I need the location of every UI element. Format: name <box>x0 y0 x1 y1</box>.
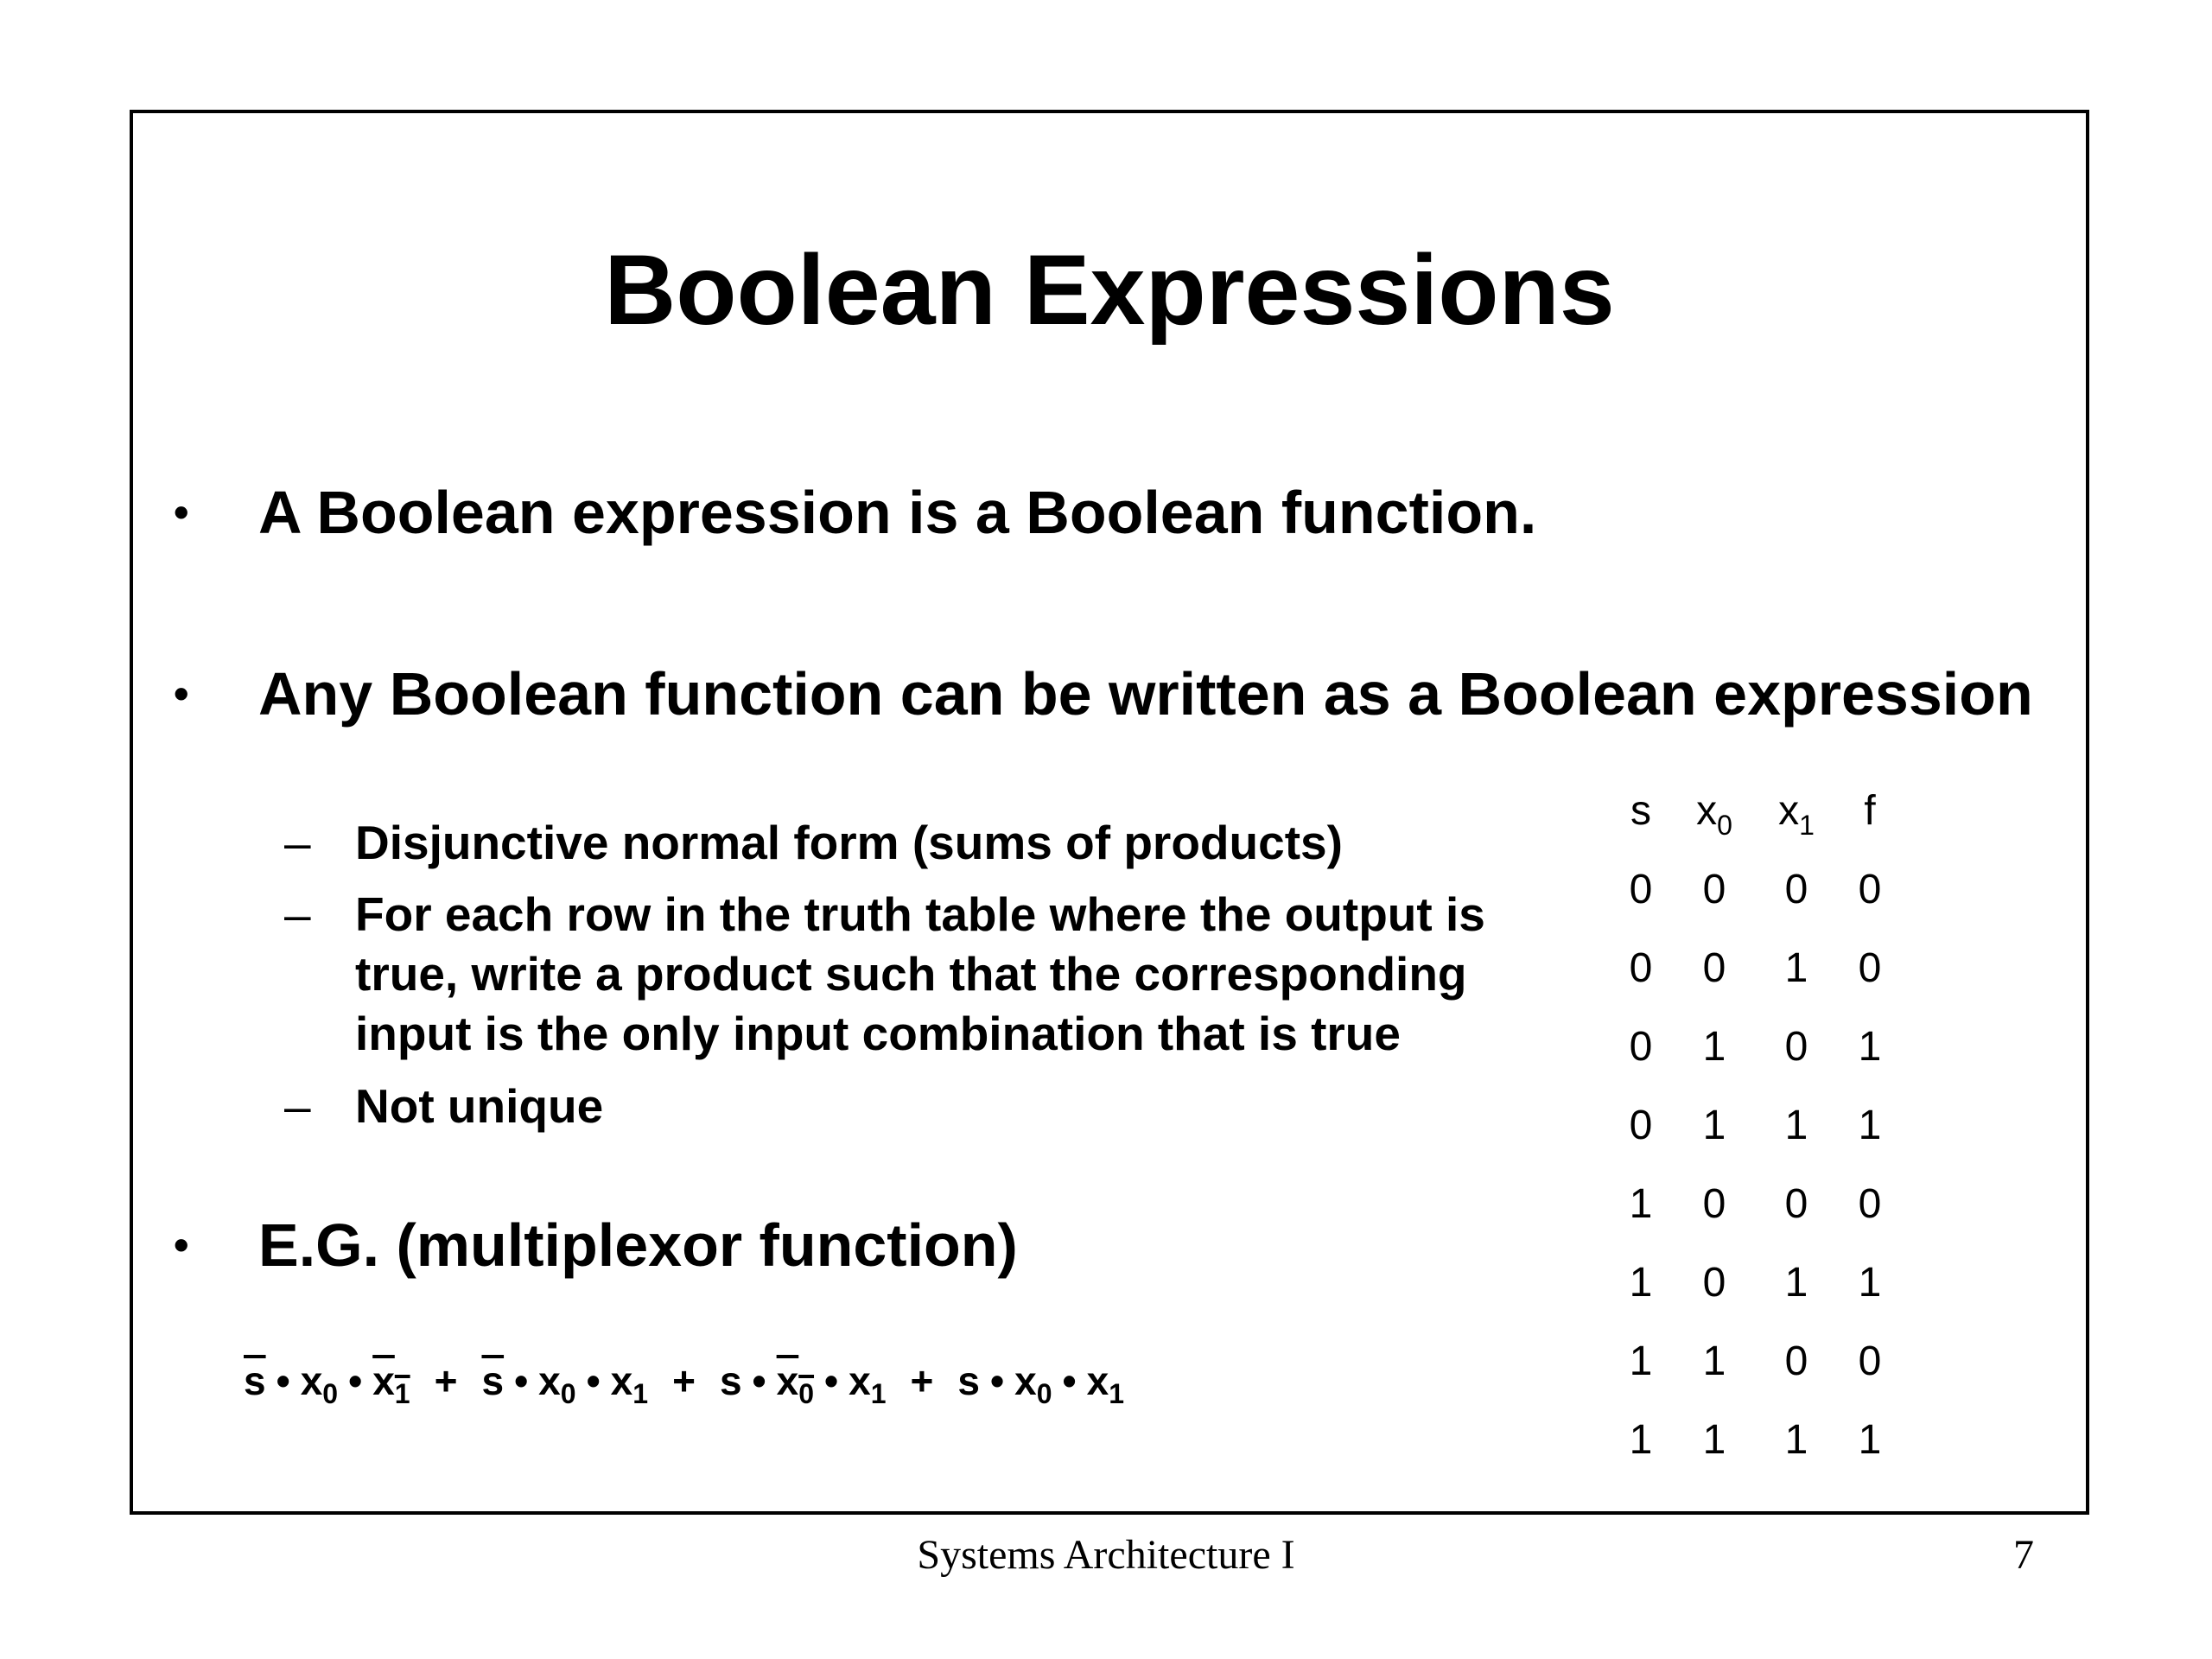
truth-table-cell: 1 <box>1858 1417 1882 1463</box>
sub-marker: – <box>284 816 311 869</box>
product-term <box>719 1358 887 1409</box>
variable-name: x <box>538 1358 561 1403</box>
variable <box>776 1358 815 1409</box>
bullet-3 <box>174 1209 1018 1281</box>
truth-table-cell: 0 <box>1858 945 1882 991</box>
truth-table-cell: 1 <box>1702 1417 1726 1463</box>
bullet-marker: • <box>174 1221 189 1269</box>
product-term <box>957 1358 1124 1409</box>
header-label: s <box>1630 788 1651 834</box>
and-operator: • <box>1062 1358 1077 1403</box>
truth-table-cell: 1 <box>1784 1417 1808 1463</box>
variable-subscript: 1 <box>1109 1378 1124 1409</box>
footer-course: Systems Architecture I <box>917 1532 1295 1578</box>
sub-marker: – <box>284 1079 311 1133</box>
variable-name: $\overline{s}$ <box>481 1358 505 1403</box>
truth-table-cell: 0 <box>1702 1260 1726 1306</box>
variable <box>300 1358 339 1409</box>
truth-table-cell: 1 <box>1784 1103 1808 1148</box>
or-operator: + <box>434 1358 458 1403</box>
and-operator: • <box>276 1358 290 1403</box>
and-operator: • <box>752 1358 766 1403</box>
truth-table-cell: 1 <box>1858 1260 1882 1306</box>
truth-table-cell: 0 <box>1784 1338 1808 1384</box>
bullet-text: Any Boolean function can be written as a Boolean expression <box>258 660 2033 728</box>
truth-table-cell: 1 <box>1702 1103 1726 1148</box>
truth-table-cell: 1 <box>1629 1338 1653 1384</box>
truth-table-cell: 0 <box>1702 945 1726 991</box>
truth-table-cell: 1 <box>1858 1024 1882 1070</box>
variable <box>1086 1358 1124 1409</box>
and-operator: • <box>348 1358 363 1403</box>
and-operator: • <box>990 1358 1005 1403</box>
truth-table-cell: 1 <box>1629 1417 1653 1463</box>
bullet-1 <box>174 476 1537 549</box>
variable-subscript: 1 <box>870 1378 887 1409</box>
truth-table-cell: 0 <box>1784 1181 1808 1227</box>
truth-table-cell: 0 <box>1784 1024 1808 1070</box>
truth-table-cell: 0 <box>1629 867 1653 912</box>
bullet-text: A Boolean expression is a Boolean function. <box>258 479 1537 546</box>
sub-bullet-1 <box>284 813 1694 873</box>
variable <box>957 1358 980 1403</box>
product-term <box>481 1358 649 1409</box>
truth-table-header-cell <box>1770 787 1822 842</box>
truth-table-header-cell <box>1615 787 1667 835</box>
and-operator: • <box>586 1358 601 1403</box>
header-label: x <box>1696 788 1718 834</box>
truth-table-header-cell <box>1844 787 1896 835</box>
header-label: x <box>1778 788 1800 834</box>
and-operator: • <box>824 1358 839 1403</box>
truth-table-cell: 1 <box>1702 1338 1726 1384</box>
truth-table-cell: 1 <box>1629 1181 1653 1227</box>
variable-name: x <box>372 1358 395 1403</box>
and-operator: • <box>514 1358 529 1403</box>
truth-table-cell: 1 <box>1702 1024 1726 1070</box>
truth-table-header-cell <box>1688 787 1740 842</box>
bullet-marker: • <box>174 670 189 718</box>
slide-frame <box>130 110 2089 1515</box>
sub-bullet-2 <box>284 885 1565 1064</box>
sub-bullet-text: For each row in the truth table where the output is true, write a product such that the corresponding input is the only input combination that is true <box>355 887 1485 1060</box>
variable <box>372 1358 410 1409</box>
sub-bullet-text: Not unique <box>355 1079 604 1133</box>
truth-table-cell: 0 <box>1858 1181 1882 1227</box>
page-number: 7 <box>2013 1532 2034 1578</box>
variable <box>1014 1358 1052 1409</box>
variable <box>538 1358 576 1409</box>
truth-table-cell: 0 <box>1784 867 1808 912</box>
slide-title: Boolean Expressions <box>604 235 1615 346</box>
bullet-marker: • <box>174 488 189 537</box>
truth-table-cell: 1 <box>1784 1260 1808 1306</box>
header-subscript: 0 <box>1717 810 1732 841</box>
variable-subscript: 1 <box>632 1378 649 1409</box>
or-operator: + <box>672 1358 696 1403</box>
truth-table-cell: 1 <box>1858 1103 1882 1148</box>
truth-table-cell: 1 <box>1629 1260 1653 1306</box>
bullet-text: E.G. (multiplexor function) <box>258 1211 1018 1279</box>
truth-table-cell: 1 <box>1784 945 1808 991</box>
variable-subscript: 0 <box>1036 1378 1052 1409</box>
variable-name: x <box>300 1358 323 1403</box>
variable-name: x <box>1014 1358 1037 1403</box>
variable-name: x <box>610 1358 633 1403</box>
variable <box>720 1358 742 1403</box>
variable-subscript: 0 <box>798 1378 815 1409</box>
truth-table-cell: 0 <box>1858 1338 1882 1384</box>
sub-marker: – <box>284 887 311 941</box>
variable <box>244 1358 266 1403</box>
sub-bullet-3 <box>284 1077 1565 1136</box>
header-label: f <box>1864 788 1876 834</box>
variable-subscript: 0 <box>560 1378 576 1409</box>
header-subscript: 1 <box>1799 810 1815 841</box>
variable <box>610 1358 649 1409</box>
variable-name: s <box>719 1358 742 1403</box>
variable-subscript: 0 <box>322 1378 339 1409</box>
variable-name: x <box>849 1358 871 1403</box>
or-operator: + <box>910 1358 934 1403</box>
bullet-2 <box>174 658 2033 730</box>
truth-table-cell: 0 <box>1702 1181 1726 1227</box>
variable-subscript: 1 <box>394 1378 410 1409</box>
variable-name: x <box>1086 1358 1109 1403</box>
variable-name: x <box>776 1358 799 1403</box>
truth-table-cell: 0 <box>1702 867 1726 912</box>
product-term <box>244 1358 410 1409</box>
sub-bullet-text: Disjunctive normal form (sums of products) <box>355 816 1343 869</box>
variable-name: $\overline{s}$ <box>244 1358 266 1403</box>
truth-table-cell: 0 <box>1629 1103 1653 1148</box>
variable-name: s <box>957 1358 980 1403</box>
truth-table-cell: 0 <box>1858 867 1882 912</box>
multiplexor-expression <box>244 1357 1124 1410</box>
variable <box>481 1358 504 1403</box>
truth-table-cell: 0 <box>1629 945 1653 991</box>
variable <box>849 1358 887 1409</box>
truth-table-cell: 0 <box>1629 1024 1653 1070</box>
